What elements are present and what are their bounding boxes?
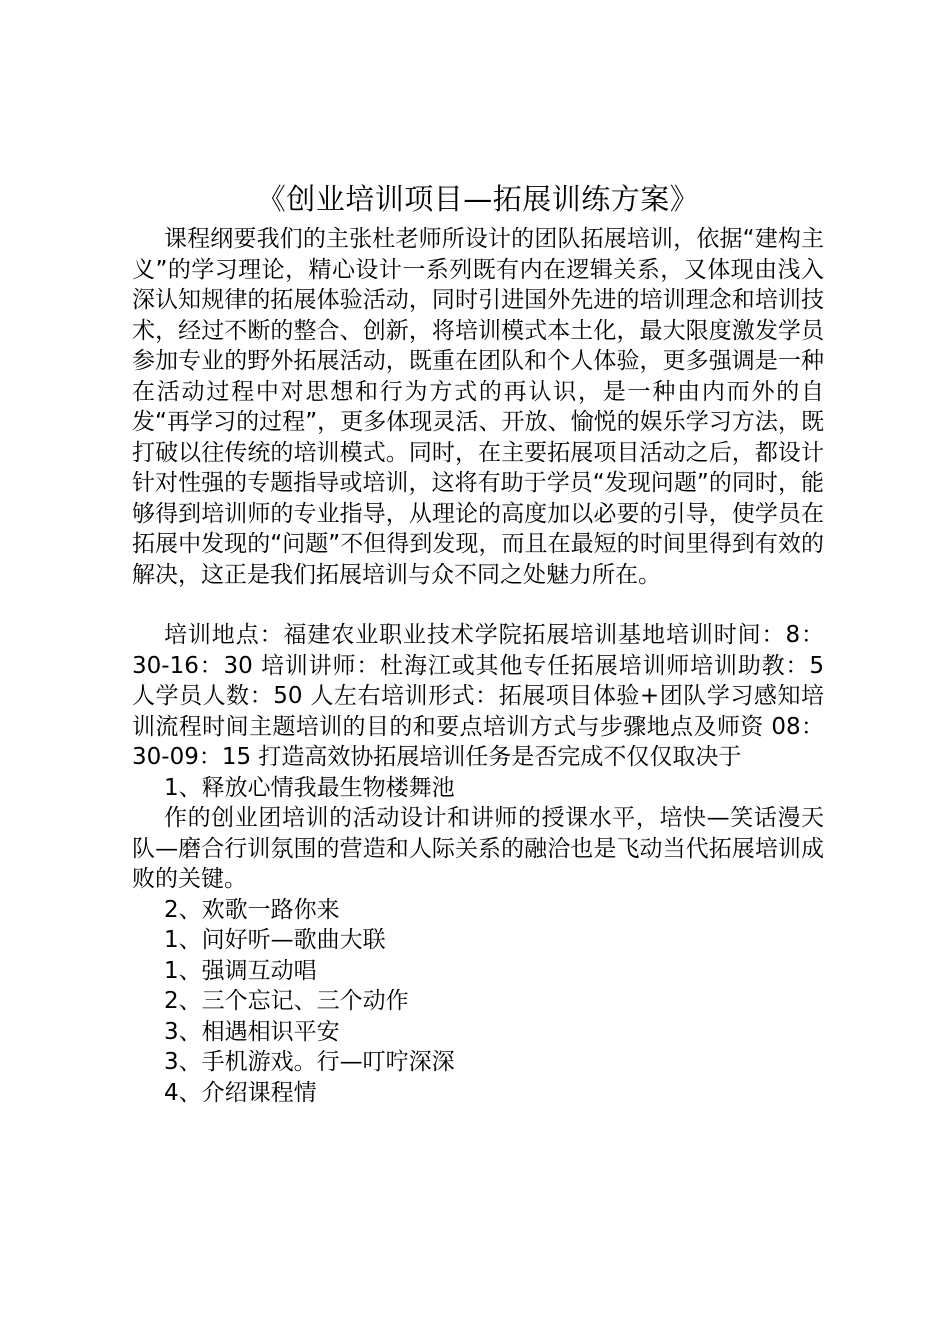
list-item: 2、欢歌一路你来 xyxy=(164,896,340,923)
document-page xyxy=(132,178,824,1108)
training-details-paragraph: 培训地点：福建农业职业技术学院拓展培训基地培训时间：8：30-16：30 培训讲师：杜海江或其他专任拓展培训师培训助教：5 人学员人数：50 人左右培训形式：拓展项目体验+团队学习感知培训流程时间主题培训的目的和要点培训方式与步骤地点及师资 08：30-09：15 打造高效协拓展培训任务是否完成不仅仅取决于 xyxy=(132,622,824,770)
list-item: 1、释放心情我最生物楼舞池 xyxy=(164,774,455,801)
document-title: 《创业培训项目—拓展训练方案》 xyxy=(256,182,700,216)
list-item: 4、介绍课程情 xyxy=(164,1079,317,1106)
intro-paragraph: 课程纲要我们的主张杜老师所设计的团队拓展培训，依据“建构主义”的学习理论，精心设计一系列既有内在逻辑关系，又体现由浅入深认知规律的拓展体验活动，同时引进国外先进的培训理念和培训技术，经过不断的整合、创新，将培训模式本土化，最大限度激发学员参加专业的野外拓展活动，既重在团队和个人体验，更多强调是一种在活动过程中对思想和行为方式的再认识，是一种由内而外的自发“再学习的过程”，更多体现灵活、开放、愉悦的娱乐学习方法，既打破以往传统的培训模式。同时，在主要拓展项目活动之后，都设计针对性强的专题指导或培训，这将有助于学员“发现问题”的同时，能够得到培训师的专业指导，从理论的高度加以必要的引导，使学员在拓展中发现的“问题”不但得到发现，而且在最短的时间里得到有效的解决，这正是我们拓展培训与众不同之处魅力所在。 xyxy=(132,226,824,588)
list-item: 2、三个忘记、三个动作 xyxy=(164,988,409,1014)
activity-paragraph: 作的创业团培训的活动设计和讲师的授课水平，培快—笑话漫天队—磨合行训氛围的营造和人际关系的融洽也是飞动当代拓展培训成败的关键。 xyxy=(132,805,824,892)
paragraph-gap xyxy=(132,590,824,620)
list-item: 1、强调互动唱 xyxy=(164,957,317,984)
list-item: 1、问好听—歌曲大联 xyxy=(164,927,386,953)
list-item: 3、相遇相识平安 xyxy=(164,1018,340,1045)
list-item: 3、手机游戏。行—叮咛深深 xyxy=(164,1049,455,1075)
